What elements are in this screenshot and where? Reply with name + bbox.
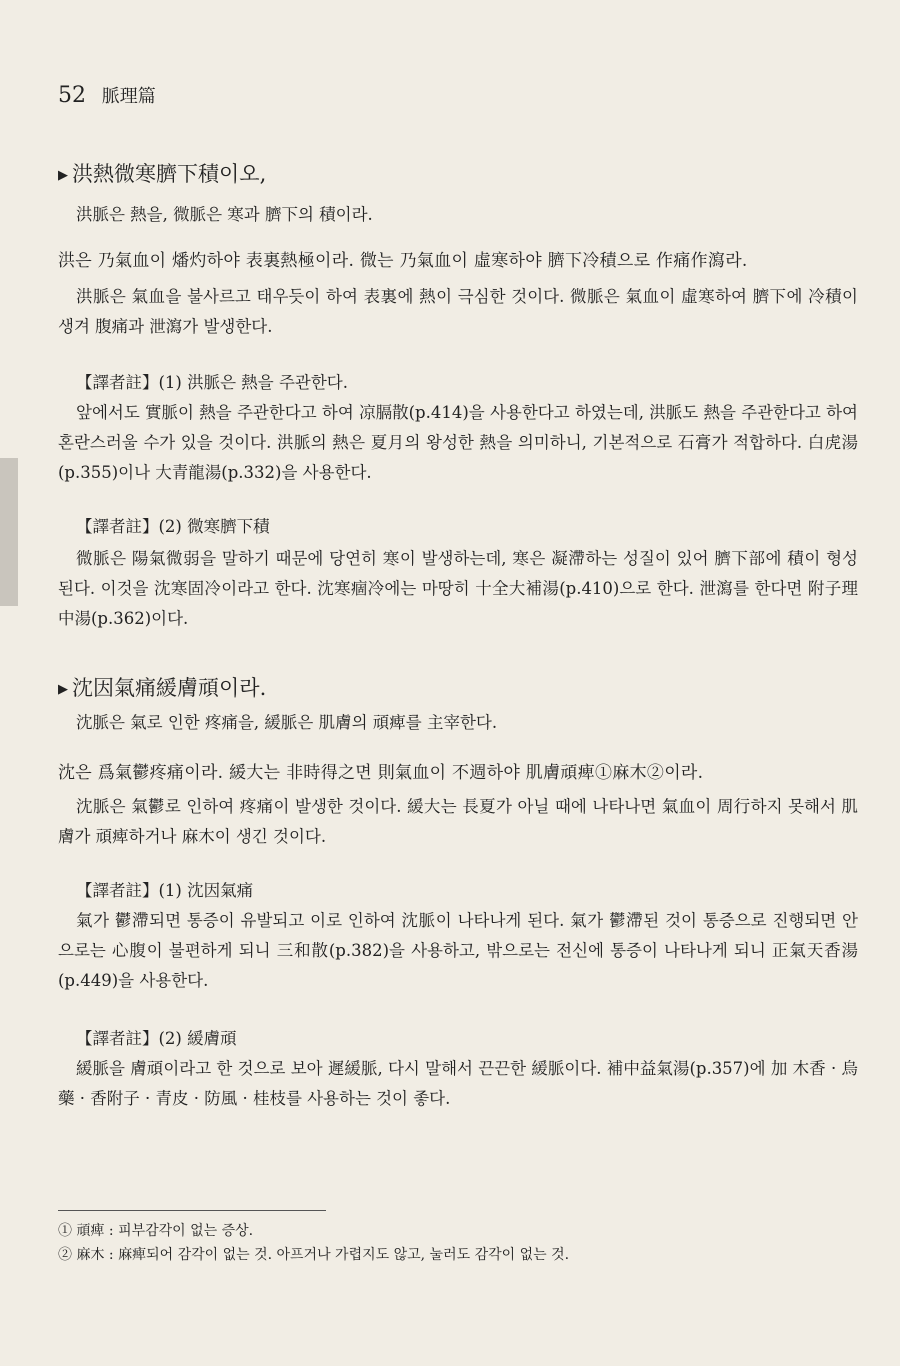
triangle-bullet-icon: ▶ (58, 168, 68, 183)
source-quote-1: 洪은 乃氣血이 燔灼하야 表裏熱極이라. 微는 乃氣血이 虛寒하야 臍下冷積으로 作痛作瀉라. (58, 251, 748, 271)
translator-note-body-1-2: 微脈은 陽氣微弱을 말하기 때문에 당연히 寒이 발생하는데, 寒은 凝滯하는 성질이 있어 臍下部에 積이 형성된다. 이것을 沈寒固冷이라고 한다. 沈寒痼冷에는 마땅히 十全大補湯(p.410)으로 한다. 泄瀉를 한다면 附子理中湯(p.362)이다. (58, 549, 858, 628)
translator-note-title-1-1: 【譯者註】(1) 洪脈은 熱을 주관한다. (76, 373, 348, 392)
section-title: 脈理篇 (101, 86, 156, 107)
verse-heading-2 (58, 672, 858, 702)
translator-note-body-2-1: 氣가 鬱滯되면 통증이 유발되고 이로 인하여 沈脈이 나타나게 된다. 氣가 鬱滯된 것이 통증으로 진행되면 안으로는 心腹이 불편하게 되니 三和散(p.382)을 사용하고, 밖으로는 전신에 통증이 나타나게 되니 正氣天香湯(p.449)을 사용한다. (58, 911, 858, 990)
page-number: 52 (58, 83, 86, 108)
verse-heading-1 (58, 158, 858, 188)
triangle-bullet-icon: ▶ (58, 682, 68, 697)
translation-1: 洪脈은 氣血을 불사르고 태우듯이 하여 表裏에 熱이 극심한 것이다. 微脈은 氣血이 虛寒하여 臍下에 冷積이 생겨 腹痛과 泄瀉가 발생한다. (58, 287, 858, 336)
source-quote-2: 沈은 爲氣鬱疼痛이라. 緩大는 非時得之면 則氣血이 不週하야 肌膚頑痺①麻木②이라. (58, 763, 704, 783)
verse-heading-text: 沈因氣痛緩膚頑이라. (72, 676, 267, 700)
verse-heading-text: 洪熱微寒臍下積이오, (72, 162, 267, 186)
translator-note-title-2-1: 【譯者註】(1) 沈因氣痛 (76, 881, 254, 900)
verse-summary-2: 沈脈은 氣로 인한 疼痛을, 緩脈은 肌膚의 頑痺를 主宰한다. (76, 713, 498, 732)
footnote-divider (58, 1210, 326, 1211)
verse-summary-1: 洪脈은 熱을, 微脈은 寒과 臍下의 積이라. (76, 205, 373, 224)
translator-note-title-2-2: 【譯者註】(2) 緩膚頑 (76, 1029, 237, 1048)
running-header (58, 82, 156, 108)
footnote-2: ② 麻木 : 麻痺되어 감각이 없는 것. 아프거나 가렵지도 않고, 눌러도 감각이 없는 것. (58, 1247, 570, 1263)
translator-note-body-2-2: 緩脈을 膚頑이라고 한 것으로 보아 遲緩脈, 다시 말해서 끈끈한 緩脈이다. 補中益氣湯(p.357)에 加 木香 · 烏藥 · 香附子 · 青皮 · 防風 · 桂枝를 사용하는 것이 좋다. (58, 1059, 858, 1108)
translation-2: 沈脈은 氣鬱로 인하여 疼痛이 발생한 것이다. 緩大는 長夏가 아닐 때에 나타나면 氣血이 周行하지 못해서 肌膚가 頑痺하거나 麻木이 생긴 것이다. (58, 797, 858, 846)
footnote-1: ① 頑痺 : 피부감각이 없는 증상. (58, 1223, 254, 1239)
translator-note-title-1-2: 【譯者註】(2) 微寒臍下積 (76, 517, 270, 536)
side-tab-marker (0, 458, 18, 606)
translator-note-body-1-1: 앞에서도 實脈이 熱을 주관한다고 하여 凉膈散(p.414)을 사용한다고 하였는데, 洪脈도 熱을 주관한다고 하여 혼란스러울 수가 있을 것이다. 洪脈의 熱은 夏月의 왕성한 熱을 의미하니, 기본적으로 石膏가 적합하다. 白虎湯(p.355)이나 大青龍湯(p.332)을 사용한다. (58, 403, 858, 482)
